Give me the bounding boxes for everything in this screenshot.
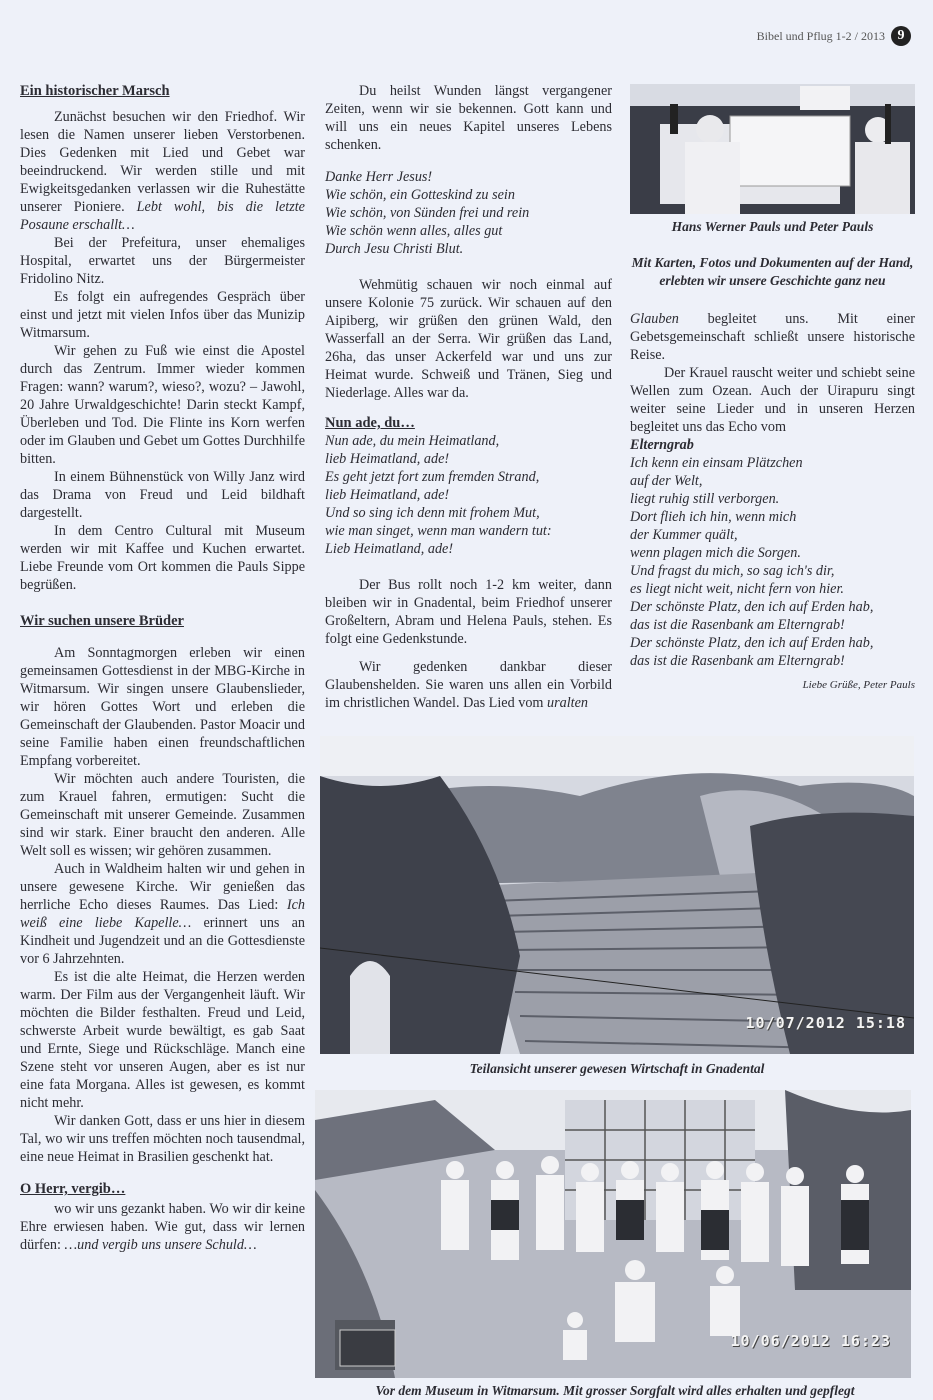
- poem-line: lieb Heimatland, ade!: [325, 451, 450, 467]
- poem-line: Dort flieh ich hin, wenn mich: [630, 509, 797, 525]
- paragraph: In einem Bühnenstück von Willy Janz wird das Drama von Freud und Leid bildhaft dargestellt.: [20, 469, 305, 521]
- heading-nun-ade: Nun ade, du…: [325, 415, 415, 431]
- column-middle: [325, 82, 612, 712]
- paragraph: In dem Centro Cultural mit Museum werden wir mit Kaffee und Kuchen erwartet. Liebe Freunde vom Ort kommen die Pauls Sippe begrüßen.: [20, 523, 305, 593]
- paragraph: Du heilst Wunden längst vergangener Zeiten, wenn wir sie bekennen. Gott kann und will uns ein neues Kapitel unseres Lebens schenken.: [325, 83, 612, 153]
- photo-caption-field: Teilansicht unserer gewesen Wirtschaft in Gnadental: [469, 1061, 765, 1076]
- paragraph: Der Krauel rauscht weiter und schiebt seine Wellen zum Ozean. Auch der Uirapuru singt weiter seine Lieder und in unseren Herzen begleitet uns das Echo vom: [630, 365, 915, 435]
- column-left: [20, 82, 305, 1254]
- paragraph: Der Bus rollt noch 1-2 km weiter, dann bleiben wir in Gnadental, beim Friedhof unserer Großeltern, Abram und Helena Pauls, stehen. Es folgt eine Gedenkstunde.: [325, 577, 612, 647]
- date-stamp: 10/07/2012 15:18: [745, 1014, 906, 1032]
- poem-line: wenn plagen mich die Sorgen.: [630, 545, 801, 561]
- poem-line: der Kummer quält,: [630, 527, 738, 543]
- poem-line: Und fragst du mich, so sag ich's dir,: [630, 563, 835, 579]
- paragraph: Zunächst besuchen wir den Friedhof. Wir lesen die Namen unserer lieben Verstorbenen. Dies Gedenken mit Lied und Gebet war beeindruckend. Wir werden stille und mit Ewigkeitsgedanken verlassen wir die Ruhestätte unserer Pioniere. Lebt wohl, bis die letzte Posaune erschallt…: [20, 109, 305, 233]
- poem-line: Danke Herr Jesus!: [325, 169, 433, 185]
- heading-historischer-marsch: Ein historischer Marsch: [20, 83, 170, 99]
- paragraph: Auch in Waldheim halten wir und gehen in unsere gewesene Kirche. Wir genießen das herrliche Echo dieses Raumes. Das Lied: Ich weiß eine liebe Kapelle… erinnert uns an Kindheit und Jugendzeit und an die Gottesdienste vor 6 Jahrzehnten.: [20, 861, 305, 967]
- paragraph: wo wir uns gezankt haben. Wo wir dir keine Ehre erwiesen haben. Wie gut, dass wir lernen dürfen: …und vergib uns unsere Schuld…: [20, 1201, 305, 1253]
- poem-line: Wie schön, ein Gotteskind zu sein: [325, 187, 515, 203]
- poem-title-elterngrab: Elterngrab: [630, 437, 694, 453]
- heading-herr-vergib: O Herr, vergib…: [20, 1181, 126, 1197]
- photo-caption-names: Hans Werner Pauls und Peter Pauls: [671, 219, 874, 234]
- signature: Liebe Grüße, Peter Pauls: [802, 679, 915, 691]
- paragraph: Bei der Prefeitura, unser ehemaliges Hospital, erwartet uns der Bürgermeister Fridolino Nitz.: [20, 235, 305, 287]
- heading-brueder: Wir suchen unsere Brüder: [20, 613, 184, 629]
- column-right: [630, 218, 915, 694]
- paragraph: Wir gedenken dankbar dieser Glaubenshelden. Sie waren uns allen ein Vorbild im christlichen Wandel. Das Lied vom uralten: [325, 659, 612, 711]
- poem-nun-ade: [325, 432, 612, 558]
- page-number: 9: [891, 26, 911, 46]
- paragraph: Wir danken Gott, dass er uns hier in diesem Tal, wo wir uns treffen möchten noch tausendmal, eine neue Heimat in Brasilien geschenkt hat.: [20, 1113, 305, 1165]
- paragraph: Es folgt ein aufregendes Gespräch über einst und jetzt mit vielen Infos über das Munizip Witmarsum.: [20, 289, 305, 341]
- poem-line: Wie schön, von Sünden frei und rein: [325, 205, 530, 221]
- paragraph: Wir möchten auch andere Touristen, die zum Krauel fahren, ermutigen: Sucht die Gemeinschaft mit unserer Gemeinde. Zusammen sind wir stark. Einer braucht den anderen. Alle Welt soll es wissen; wir gehören zusammen.: [20, 771, 305, 859]
- poem-line: das ist die Rasenbank am Elterngrab!: [630, 617, 845, 633]
- photo-caption-group: Vor dem Museum in Witmarsum. Mit grosser Sorgfalt wird alles erhalten und gepflegt: [375, 1383, 855, 1398]
- paragraph: Wehmütig schauen wir noch einmal auf unsere Kolonie 75 zurück. Wir schauen auf den Aipiberg, wir grüßen den grünen Wald, den Wasserfall an der Serra. Wir grüßen das Land, 26ha, das unser Ackerfeld war und uns zur Heimat wurde. Schweiß und Tränen, Sieg und Niederlage. Alles war da.: [325, 277, 612, 401]
- poem-line: auf der Welt,: [630, 473, 703, 489]
- poem-line: es liegt nicht weit, nicht fern von hier.: [630, 581, 844, 597]
- photo-group-museum: [315, 1090, 911, 1378]
- poem-line: Lieb Heimatland, ade!: [325, 541, 454, 557]
- photo-caption-description: Mit Karten, Fotos und Dokumenten auf der Hand, erlebten wir unsere Geschichte ganz neu: [631, 255, 914, 288]
- poem-line: Ich kenn ein einsam Plätzchen: [630, 455, 803, 471]
- paragraph: Glauben begleitet uns. Mit einer Gebetsgemeinschaft schließt unsere historische Reise.: [630, 311, 915, 363]
- poem-line: wie man singet, wenn man wandern tut:: [325, 523, 552, 539]
- page-header: [757, 26, 911, 46]
- paragraph: Wir gehen zu Fuß wie einst die Apostel durch das Zentrum. Immer wieder kommen Fragen: wann? warum?, wieso?, wozu? – Jawohl, 20 Jahre Urwaldgeschichte! Darin steckt Kampf, Überleben und Tod. Die Flinte ins Korn werfen oder im Glauben und Gebet um Gottes Durchhilfe bitten.: [20, 343, 305, 467]
- poem-line: das ist die Rasenbank am Elterngrab!: [630, 653, 845, 669]
- poem-line: Der schönste Platz, den ich auf Erden hab,: [630, 635, 874, 651]
- poem-elterngrab: [630, 454, 915, 670]
- paragraph: Es ist die alte Heimat, die Herzen werden warm. Der Film aus der Vergangenheit läuft. Wir möchten die Bilder festhalten. Freud und Leid, schwerste Arbeit wurde bewältigt, es gab Saat und Ernte, Siege und Rückschläge. Manch eine Szene steht vor unseren Augen, aber es ist nur eine fata Morgana. Alles ist gewesen, es kommt nicht mehr.: [20, 969, 305, 1111]
- poem-line: liegt ruhig still verborgen.: [630, 491, 780, 507]
- paragraph: Am Sonntagmorgen erleben wir einen gemeinsamen Gottesdienst in der MBG-Kirche in Witmarsum. Wir singen unsere Glaubenslieder, wir hören Gottes Wort und erleben die Gemeinschaft der Glaubenden. Pastor Moacir und seine Familie haben einen freundschaftlichen Empfang vorbereitet.: [20, 645, 305, 769]
- photo-field-gnadental: [320, 736, 914, 1054]
- poem-line: lieb Heimatland, ade!: [325, 487, 450, 503]
- date-stamp: 10/06/2012 16:23: [730, 1332, 891, 1350]
- poem-line: Es geht jetzt fort zum fremden Strand,: [325, 469, 540, 485]
- poem-line: Der schönste Platz, den ich auf Erden hab,: [630, 599, 874, 615]
- journal-title: Bibel und Pflug 1-2 / 2013: [756, 28, 885, 43]
- poem-line: Nun ade, du mein Heimatland,: [325, 433, 500, 449]
- poem-line: Durch Jesu Christi Blut.: [325, 241, 464, 257]
- poem-line: Und so sing ich denn mit frohem Mut,: [325, 505, 540, 521]
- poem-danke: [325, 168, 612, 258]
- photo-pauls-brothers: [630, 84, 915, 214]
- poem-line: Wie schön wenn alles, alles gut: [325, 223, 503, 239]
